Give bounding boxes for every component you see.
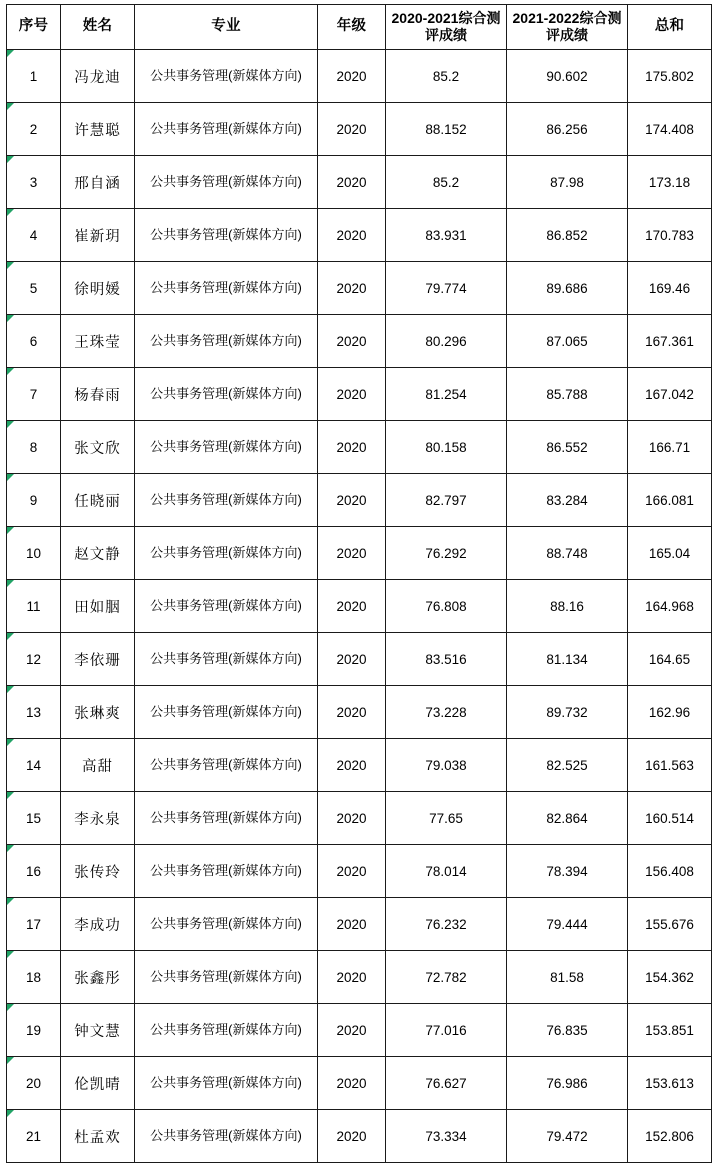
cell-major[interactable]: 公共事务管理(新媒体方向)	[135, 474, 318, 527]
cell-grade-year[interactable]: 2020	[318, 421, 386, 474]
cell-grade-year[interactable]: 2020	[318, 156, 386, 209]
cell-score-2020-2021[interactable]: 76.808	[386, 580, 507, 633]
cell-index[interactable]: 8	[7, 421, 61, 474]
column-header-total: 总和	[628, 5, 712, 50]
cell-index[interactable]: 13	[7, 686, 61, 739]
cell-index[interactable]: 11	[7, 580, 61, 633]
cell-index[interactable]: 12	[7, 633, 61, 686]
cell-index[interactable]: 5	[7, 262, 61, 315]
cell-index[interactable]: 20	[7, 1057, 61, 1110]
cell-score-2020-2021[interactable]: 85.2	[386, 50, 507, 103]
column-header-grade-year: 年级	[318, 5, 386, 50]
cell-name[interactable]: 高甜	[61, 739, 135, 792]
cell-total[interactable]: 164.968	[628, 580, 712, 633]
cell-name[interactable]: 钟文慧	[61, 1004, 135, 1057]
cell-name[interactable]: 田如胭	[61, 580, 135, 633]
table-row	[7, 156, 712, 209]
cell-name[interactable]: 赵文静	[61, 527, 135, 580]
cell-score-2020-2021[interactable]: 79.038	[386, 739, 507, 792]
cell-total[interactable]: 156.408	[628, 845, 712, 898]
cell-total[interactable]: 153.613	[628, 1057, 712, 1110]
cell-total[interactable]: 160.514	[628, 792, 712, 845]
cell-score-2021-2022[interactable]: 79.444	[507, 898, 628, 951]
table-row	[7, 792, 712, 845]
cell-score-2021-2022[interactable]: 86.256	[507, 103, 628, 156]
cell-major[interactable]: 公共事务管理(新媒体方向)	[135, 1110, 318, 1163]
cell-total[interactable]: 167.042	[628, 368, 712, 421]
cell-major[interactable]: 公共事务管理(新媒体方向)	[135, 686, 318, 739]
cell-name[interactable]: 伦凯晴	[61, 1057, 135, 1110]
cell-total[interactable]: 167.361	[628, 315, 712, 368]
cell-name[interactable]: 许慧聪	[61, 103, 135, 156]
table-row	[7, 474, 712, 527]
column-header-score-2021-2022: 2021-2022综合测评成绩	[507, 5, 628, 50]
cell-score-2021-2022[interactable]: 88.748	[507, 527, 628, 580]
cell-score-2020-2021[interactable]: 88.152	[386, 103, 507, 156]
cell-name[interactable]: 张文欣	[61, 421, 135, 474]
cell-score-2020-2021[interactable]: 79.774	[386, 262, 507, 315]
cell-score-2020-2021[interactable]: 80.296	[386, 315, 507, 368]
cell-total[interactable]: 152.806	[628, 1110, 712, 1163]
cell-major[interactable]: 公共事务管理(新媒体方向)	[135, 103, 318, 156]
cell-grade-year[interactable]: 2020	[318, 898, 386, 951]
table-row	[7, 686, 712, 739]
cell-name[interactable]: 杜孟欢	[61, 1110, 135, 1163]
table-row	[7, 50, 712, 103]
table-row	[7, 315, 712, 368]
cell-name[interactable]: 李永泉	[61, 792, 135, 845]
cell-name[interactable]: 邢自涵	[61, 156, 135, 209]
cell-total[interactable]: 173.18	[628, 156, 712, 209]
cell-major[interactable]: 公共事务管理(新媒体方向)	[135, 580, 318, 633]
cell-score-2021-2022[interactable]: 89.732	[507, 686, 628, 739]
cell-score-2020-2021[interactable]: 76.232	[386, 898, 507, 951]
cell-grade-year[interactable]: 2020	[318, 262, 386, 315]
table-row	[7, 1057, 712, 1110]
cell-total[interactable]: 164.65	[628, 633, 712, 686]
table-row	[7, 898, 712, 951]
cell-total[interactable]: 153.851	[628, 1004, 712, 1057]
cell-total[interactable]: 170.783	[628, 209, 712, 262]
cell-major[interactable]: 公共事务管理(新媒体方向)	[135, 739, 318, 792]
cell-name[interactable]: 冯龙迪	[61, 50, 135, 103]
cell-total[interactable]: 161.563	[628, 739, 712, 792]
cell-total[interactable]: 165.04	[628, 527, 712, 580]
table-row	[7, 1110, 712, 1163]
cell-name[interactable]: 王珠莹	[61, 315, 135, 368]
cell-grade-year[interactable]: 2020	[318, 527, 386, 580]
cell-score-2020-2021[interactable]: 76.292	[386, 527, 507, 580]
cell-index[interactable]: 17	[7, 898, 61, 951]
cell-score-2020-2021[interactable]: 85.2	[386, 156, 507, 209]
cell-grade-year[interactable]: 2020	[318, 792, 386, 845]
cell-grade-year[interactable]: 2020	[318, 686, 386, 739]
cell-index[interactable]: 1	[7, 50, 61, 103]
cell-score-2021-2022[interactable]: 83.284	[507, 474, 628, 527]
column-header-name: 姓名	[61, 5, 135, 50]
table-row	[7, 1004, 712, 1057]
table-row	[7, 103, 712, 156]
cell-name[interactable]: 张传玲	[61, 845, 135, 898]
cell-score-2021-2022[interactable]: 81.58	[507, 951, 628, 1004]
cell-grade-year[interactable]: 2020	[318, 50, 386, 103]
cell-score-2021-2022[interactable]: 76.835	[507, 1004, 628, 1057]
cell-score-2021-2022[interactable]: 81.134	[507, 633, 628, 686]
cell-index[interactable]: 10	[7, 527, 61, 580]
cell-name[interactable]: 李依珊	[61, 633, 135, 686]
cell-grade-year[interactable]: 2020	[318, 1110, 386, 1163]
cell-major[interactable]: 公共事务管理(新媒体方向)	[135, 951, 318, 1004]
cell-score-2020-2021[interactable]: 82.797	[386, 474, 507, 527]
column-header-index: 序号	[7, 5, 61, 50]
cell-major[interactable]: 公共事务管理(新媒体方向)	[135, 1004, 318, 1057]
table-row	[7, 845, 712, 898]
cell-score-2020-2021[interactable]: 78.014	[386, 845, 507, 898]
cell-score-2021-2022[interactable]: 88.16	[507, 580, 628, 633]
grades-table	[6, 4, 712, 1163]
cell-total[interactable]: 154.362	[628, 951, 712, 1004]
cell-major[interactable]: 公共事务管理(新媒体方向)	[135, 209, 318, 262]
cell-name[interactable]: 任晓丽	[61, 474, 135, 527]
cell-major[interactable]: 公共事务管理(新媒体方向)	[135, 792, 318, 845]
cell-grade-year[interactable]: 2020	[318, 368, 386, 421]
cell-major[interactable]: 公共事务管理(新媒体方向)	[135, 315, 318, 368]
cell-major[interactable]: 公共事务管理(新媒体方向)	[135, 156, 318, 209]
cell-grade-year[interactable]: 2020	[318, 580, 386, 633]
cell-total[interactable]: 174.408	[628, 103, 712, 156]
table-row	[7, 951, 712, 1004]
cell-score-2021-2022[interactable]: 78.394	[507, 845, 628, 898]
cell-score-2021-2022[interactable]: 90.602	[507, 50, 628, 103]
cell-score-2021-2022[interactable]: 79.472	[507, 1110, 628, 1163]
cell-grade-year[interactable]: 2020	[318, 951, 386, 1004]
cell-major[interactable]: 公共事务管理(新媒体方向)	[135, 50, 318, 103]
table-row	[7, 262, 712, 315]
cell-grade-year[interactable]: 2020	[318, 1004, 386, 1057]
cell-grade-year[interactable]: 2020	[318, 103, 386, 156]
cell-score-2021-2022[interactable]: 82.864	[507, 792, 628, 845]
cell-index[interactable]: 4	[7, 209, 61, 262]
column-header-major: 专业	[135, 5, 318, 50]
cell-score-2021-2022[interactable]: 89.686	[507, 262, 628, 315]
table-row	[7, 209, 712, 262]
cell-score-2020-2021[interactable]: 77.65	[386, 792, 507, 845]
cell-score-2021-2022[interactable]: 82.525	[507, 739, 628, 792]
cell-score-2021-2022[interactable]: 76.986	[507, 1057, 628, 1110]
cell-name[interactable]: 徐明媛	[61, 262, 135, 315]
cell-score-2020-2021[interactable]: 83.931	[386, 209, 507, 262]
cell-major[interactable]: 公共事务管理(新媒体方向)	[135, 898, 318, 951]
cell-index[interactable]: 2	[7, 103, 61, 156]
cell-index[interactable]: 15	[7, 792, 61, 845]
cell-grade-year[interactable]: 2020	[318, 315, 386, 368]
cell-index[interactable]: 14	[7, 739, 61, 792]
cell-index[interactable]: 7	[7, 368, 61, 421]
cell-name[interactable]: 张鑫彤	[61, 951, 135, 1004]
cell-score-2020-2021[interactable]: 72.782	[386, 951, 507, 1004]
table-header	[7, 5, 712, 50]
cell-score-2020-2021[interactable]: 73.228	[386, 686, 507, 739]
cell-major[interactable]: 公共事务管理(新媒体方向)	[135, 845, 318, 898]
cell-major[interactable]: 公共事务管理(新媒体方向)	[135, 1057, 318, 1110]
cell-index[interactable]: 21	[7, 1110, 61, 1163]
cell-name[interactable]: 杨春雨	[61, 368, 135, 421]
cell-major[interactable]: 公共事务管理(新媒体方向)	[135, 527, 318, 580]
cell-major[interactable]: 公共事务管理(新媒体方向)	[135, 262, 318, 315]
cell-grade-year[interactable]: 2020	[318, 633, 386, 686]
cell-score-2021-2022[interactable]: 85.788	[507, 368, 628, 421]
cell-index[interactable]: 3	[7, 156, 61, 209]
cell-total[interactable]: 169.46	[628, 262, 712, 315]
cell-score-2021-2022[interactable]: 86.552	[507, 421, 628, 474]
cell-total[interactable]: 175.802	[628, 50, 712, 103]
cell-major[interactable]: 公共事务管理(新媒体方向)	[135, 421, 318, 474]
cell-total[interactable]: 155.676	[628, 898, 712, 951]
cell-major[interactable]: 公共事务管理(新媒体方向)	[135, 633, 318, 686]
cell-grade-year[interactable]: 2020	[318, 739, 386, 792]
cell-index[interactable]: 16	[7, 845, 61, 898]
cell-grade-year[interactable]: 2020	[318, 1057, 386, 1110]
cell-total[interactable]: 166.081	[628, 474, 712, 527]
column-header-score-2020-2021: 2020-2021综合测评成绩	[386, 5, 507, 50]
cell-index[interactable]: 6	[7, 315, 61, 368]
cell-score-2020-2021[interactable]: 80.158	[386, 421, 507, 474]
cell-grade-year[interactable]: 2020	[318, 209, 386, 262]
cell-score-2020-2021[interactable]: 77.016	[386, 1004, 507, 1057]
table-row	[7, 368, 712, 421]
table-row	[7, 527, 712, 580]
cell-name[interactable]: 张琳爽	[61, 686, 135, 739]
cell-score-2020-2021[interactable]: 73.334	[386, 1110, 507, 1163]
cell-name[interactable]: 崔新玥	[61, 209, 135, 262]
table-row	[7, 633, 712, 686]
cell-score-2021-2022[interactable]: 87.98	[507, 156, 628, 209]
table-row	[7, 739, 712, 792]
cell-score-2021-2022[interactable]: 86.852	[507, 209, 628, 262]
header-row	[7, 5, 712, 50]
cell-score-2021-2022[interactable]: 87.065	[507, 315, 628, 368]
table-body	[7, 50, 712, 1163]
table-row	[7, 421, 712, 474]
table-row	[7, 580, 712, 633]
cell-index[interactable]: 18	[7, 951, 61, 1004]
cell-grade-year[interactable]: 2020	[318, 845, 386, 898]
cell-total[interactable]: 162.96	[628, 686, 712, 739]
cell-score-2020-2021[interactable]: 81.254	[386, 368, 507, 421]
cell-index[interactable]: 19	[7, 1004, 61, 1057]
cell-name[interactable]: 李成功	[61, 898, 135, 951]
cell-grade-year[interactable]: 2020	[318, 474, 386, 527]
cell-score-2020-2021[interactable]: 83.516	[386, 633, 507, 686]
cell-total[interactable]: 166.71	[628, 421, 712, 474]
cell-major[interactable]: 公共事务管理(新媒体方向)	[135, 368, 318, 421]
cell-score-2020-2021[interactable]: 76.627	[386, 1057, 507, 1110]
cell-index[interactable]: 9	[7, 474, 61, 527]
